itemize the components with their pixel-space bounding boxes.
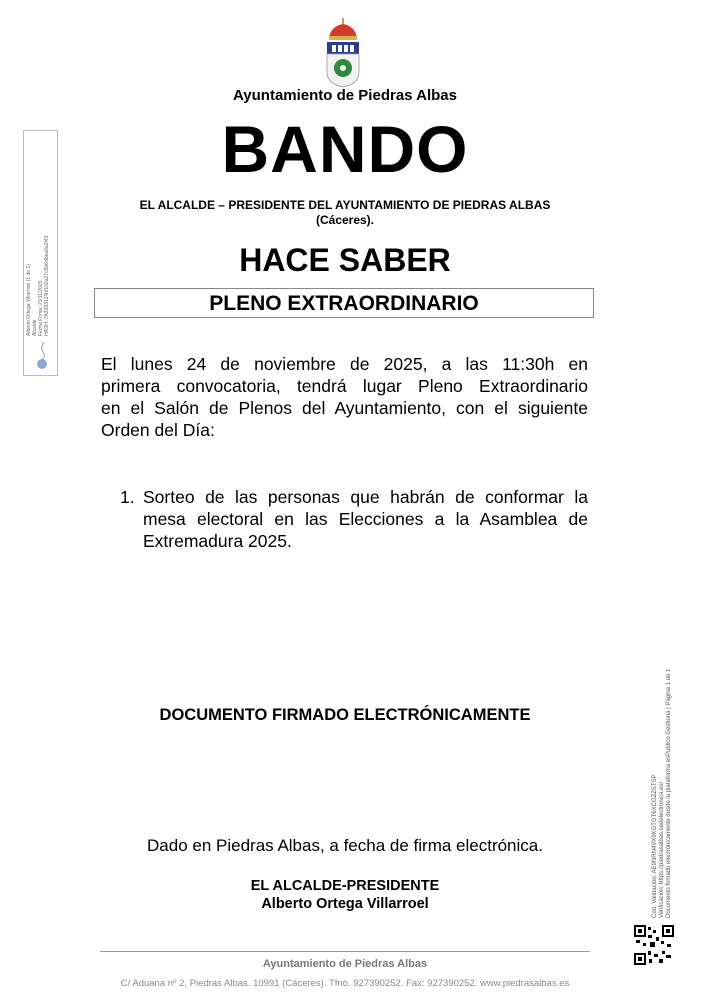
footer-org-name: Ayuntamiento de Piedras Albas xyxy=(262,958,428,970)
dado-en-text: Dado en Piedras Albas, a fecha de firma electrónica. xyxy=(147,836,543,855)
agenda-item xyxy=(120,486,588,552)
agenda-item-text xyxy=(143,486,588,552)
signature-seal-icon xyxy=(32,340,52,370)
signatory xyxy=(0,877,690,913)
org-name: Ayuntamiento de Piedras Albas xyxy=(233,87,457,104)
section-title-box: PLENO EXTRAORDINARIO xyxy=(94,288,594,318)
document-title: BANDO xyxy=(221,112,469,186)
paragraph-line: El lunes 24 de noviembre de 2025, a las 11:30h en xyxy=(101,354,588,374)
signatory-name: Alberto Ortega Villarroel xyxy=(261,896,429,912)
paragraph-line: primera convocatoria, tendrá lugar Pleno Extraordinario xyxy=(101,376,588,396)
subtitle-line-2: (Cáceres). xyxy=(315,213,375,227)
agenda-line: Sorteo de las personas que habrán de conformar la xyxy=(143,487,588,507)
verification-text xyxy=(652,618,673,918)
footer-address: C/ Aduana nº 2, Piedras Albas. 10991 (Cáceres). Tfno. 927390252. Fax: 927390252. www.piedrasalbas.es xyxy=(120,978,570,989)
agenda-line: Extremadura 2025. xyxy=(143,531,292,551)
verification-line: Documento firmado electrónicamente desde la plataforma esPublico Gestiona | Página 1 de 1 xyxy=(666,668,672,918)
footer-divider xyxy=(100,951,590,952)
signature-stamp-text xyxy=(26,136,50,336)
verification-line: Cód. Validación: AE9NRN4VX9KGTGT6XCGZZSTSP xyxy=(652,774,658,918)
stamp-line: Alcalde xyxy=(32,319,38,336)
announcement-paragraph xyxy=(101,353,588,441)
subtitle-line-1: EL ALCALDE – PRESIDENTE DEL AYUNTAMIENTO DE PIEDRAS ALBAS xyxy=(139,198,551,212)
agenda-line: mesa electoral en las Elecciones a la Asamblea de xyxy=(143,509,588,529)
stamp-line: Fecha Firma: 21/11/2025 xyxy=(38,280,44,336)
qr-code-icon xyxy=(634,925,674,965)
subtitle xyxy=(100,198,590,228)
paragraph-line: en el Salón de Plenos del Ayuntamiento, con el siguiente xyxy=(101,398,588,418)
hace-saber-heading: HACE SABER xyxy=(239,242,451,278)
stamp-line: Alberto Ortega Villarroel (1 de 1) xyxy=(26,264,32,336)
signatory-role: EL ALCALDE-PRESIDENTE xyxy=(250,878,440,894)
stamp-line: HASH: 7A3393124bf1b2a27c5b6dbea8a2f43 xyxy=(44,235,50,336)
paragraph-line: Orden del Día: xyxy=(101,420,215,440)
coat-of-arms-icon xyxy=(323,18,363,88)
agenda-item-number: 1. xyxy=(120,487,135,507)
signed-notice: DOCUMENTO FIRMADO ELECTRÓNICAMENTE xyxy=(159,706,531,724)
verification-line[interactable]: Verificación: https://piedrasalbas.sedelectronica.es/ xyxy=(659,781,665,918)
